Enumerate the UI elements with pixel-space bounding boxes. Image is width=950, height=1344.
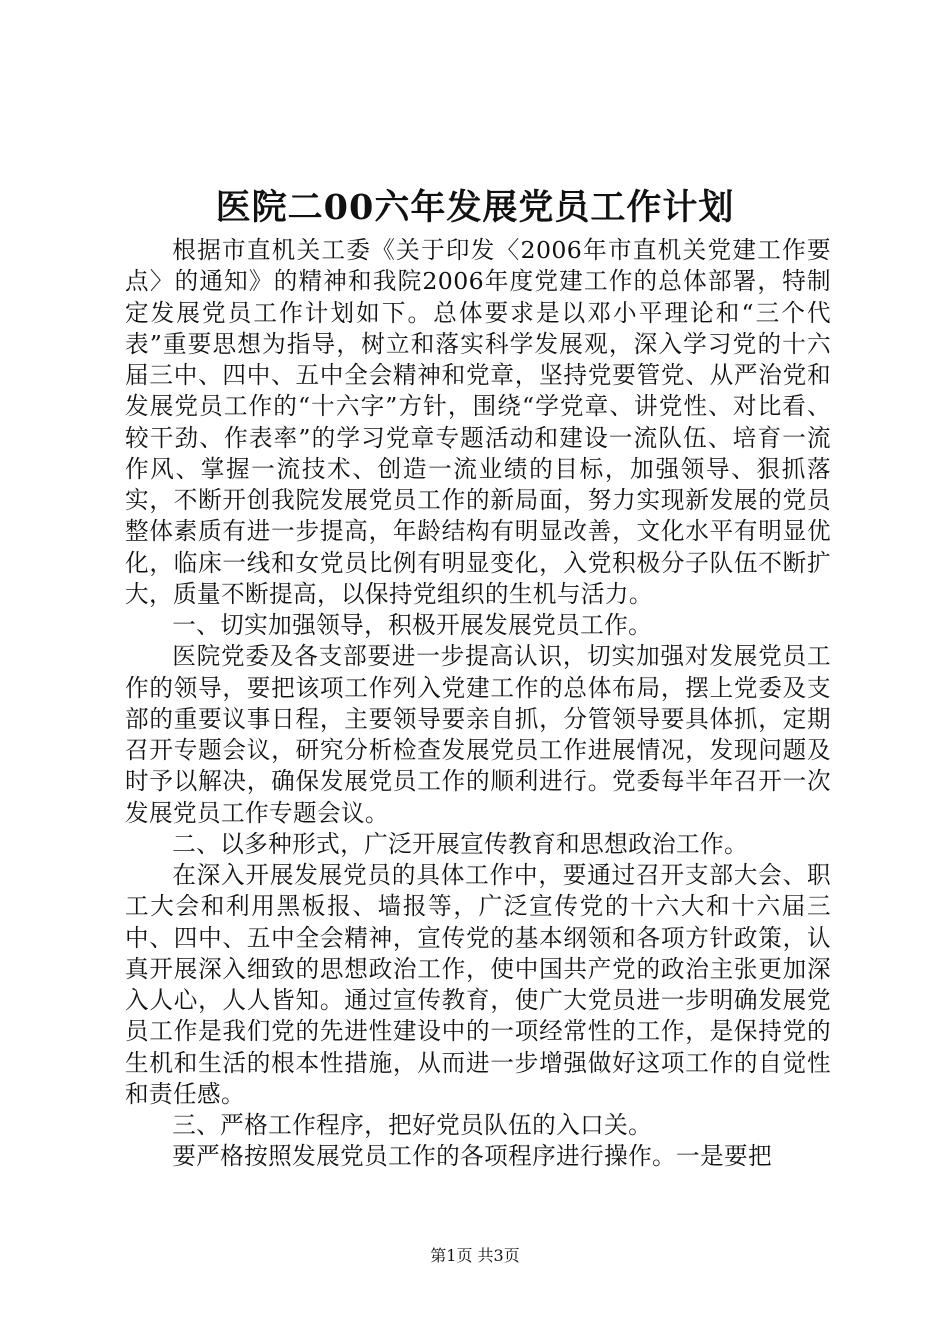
paragraph-section-2: 在深入开展发展党员的具体工作中，要通过召开支部大会、职工大会和利用黑板报、墙报等，广泛宣传党的十六大和十六届三中、四中、五中全会精神，宣传党的基本纲领和各项方针政策，认真开展深入细致的思想政治工作，使中国共产党的政治主张更加深入人心，人人皆知。通过宣传教育，使广大党员进一步明确发展党员工作是我们党的先进性建设中的一项经常性的工作，是保持党的生机和生活的根本性措施，从而进一步增强做好这项工作的自觉性和责任感。 xyxy=(125,861,831,1108)
section-heading-3: 三、严格工作程序，把好党员队伍的入口关。 xyxy=(172,1111,653,1139)
section-heading-2: 二、以多种形式，广泛开展宣传教育和思想政治工作。 xyxy=(172,829,749,858)
paragraph-section-3: 要严格按照发展党员工作的各项程序进行操作。一是要把 xyxy=(172,1142,773,1171)
section-heading-1: 一、切实加强领导，积极开展发展党员工作。 xyxy=(172,611,653,639)
paragraph-section-1: 医院党委及各支部要进一步提高认识，切实加强对发展党员工作的领导，要把该项工作列入党建工作的总体布局，摆上党委及支部的重要议事日程，主要领导要亲自抓，分管领导要具体抓，定期召开专题会议，研究分析检查发展党员工作进展情况，发现问题及时予以解决，确保发展党员工作的顺利进行。党委每半年召开一次发展党员工作专题会议。 xyxy=(125,642,831,827)
document-body xyxy=(125,235,831,1173)
document-title: 医院二00六年发展党员工作计划 xyxy=(215,187,735,228)
paragraph-intro: 根据市直机关工委《关于印发〈2006年市直机关党建工作要点〉的通知》的精神和我院2006年度党建工作的总体部署，特制定发展党员工作计划如下。总体要求是以邓小平理论和“三个代表”重要思想为指导，树立和落实科学发展观，深入学习党的十六届三中、四中、五中全会精神和党章，坚持党要管党、从严治党和发展党员工作的“十六字”方针，围绕“学党章、讲党性、对比看、较干劲、作表率”的学习党章专题活动和建设一流队伍、培育一流作风、掌握一流技术、创造一流业绩的目标，加强领导、狠抓落实，不断开创我院发展党员工作的新局面，努力实现新发展的党员整体素质有进一步提高，年龄结构有明显改善，文化水平有明显优化，临床一线和女党员比例有明显变化，入党积极分子队伍不断扩大，质量不断提高，以保持党组织的生机与活力。 xyxy=(125,236,831,608)
page-number-footer: 第1页 共3页 xyxy=(430,1246,520,1265)
